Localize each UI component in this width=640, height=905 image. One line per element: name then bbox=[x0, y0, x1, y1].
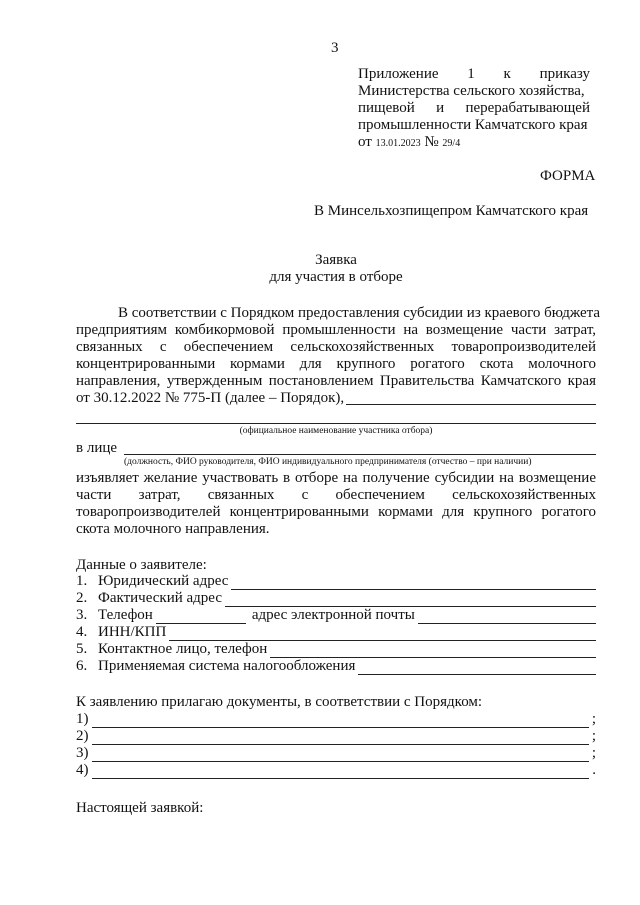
appendix-line-4: промышленности Камчатского края bbox=[358, 117, 588, 133]
document-row bbox=[76, 728, 596, 745]
applicant-item-actual-address bbox=[76, 590, 596, 607]
tax-system-field[interactable] bbox=[358, 661, 596, 675]
intro-line: концентрированными кормами для крупного рогатого скота молочного bbox=[76, 356, 596, 372]
addressee: В Минсельхозпищепром Камчатского края bbox=[314, 203, 589, 219]
in-person-label: в лице bbox=[76, 440, 118, 456]
order-number: 29/4 bbox=[442, 138, 461, 149]
item-label: Фактический адрес bbox=[98, 590, 222, 606]
number-sign: № bbox=[424, 134, 439, 150]
applicant-item-phone bbox=[76, 607, 596, 624]
appendix-word: Приложение bbox=[358, 66, 439, 82]
document-field[interactable] bbox=[92, 748, 589, 762]
applicant-heading: Данные о заявителе: bbox=[76, 557, 207, 573]
item-label: Применяемая система налогообложения bbox=[98, 658, 356, 674]
intro-line: связанных с обеспечением сельскохозяйственных товаропроизводителей bbox=[76, 339, 596, 355]
participant-hint: (официальное наименование участника отбора) bbox=[239, 426, 433, 436]
page-number: 3 bbox=[331, 40, 339, 56]
appendix-word: к bbox=[503, 66, 511, 82]
applicant-item-inn bbox=[76, 624, 596, 641]
document-end: ; bbox=[591, 728, 596, 744]
document-end: . bbox=[592, 762, 596, 778]
document-title: Заявка bbox=[315, 252, 357, 268]
desire-line: изъявляет желание участвовать в отборе на получение субсидии на возмещение bbox=[76, 470, 596, 486]
applicant-item-tax-system bbox=[76, 658, 596, 675]
appendix-word: перерабатывающей bbox=[465, 100, 590, 116]
document-row bbox=[76, 762, 596, 779]
document-end: ; bbox=[591, 711, 596, 727]
document-field[interactable] bbox=[92, 765, 590, 779]
documents-heading: К заявлению прилагаю документы, в соответствии с Порядком: bbox=[76, 694, 483, 710]
appendix-word: приказу bbox=[539, 66, 590, 82]
email-label: адрес электронной почты bbox=[251, 607, 415, 623]
inn-kpp-field[interactable] bbox=[169, 627, 596, 641]
legal-address-field[interactable] bbox=[231, 576, 596, 590]
closing-text: Настоящей заявкой: bbox=[76, 800, 204, 816]
intro-line: направления, утвержденным постановлением Правительства Камчатского края bbox=[76, 373, 596, 389]
document-row bbox=[76, 711, 596, 728]
intro-fill-line[interactable] bbox=[346, 404, 596, 405]
appendix-date-line bbox=[358, 134, 460, 152]
appendix-line-1 bbox=[358, 66, 590, 83]
participant-name-line[interactable] bbox=[76, 423, 596, 424]
document-number: 3) bbox=[76, 745, 89, 761]
item-label: Телефон bbox=[98, 607, 153, 623]
item-number: 1. bbox=[76, 573, 88, 589]
representative-line[interactable] bbox=[124, 454, 596, 455]
intro-line: В соответствии с Порядком предоставления субсидии из краевого бюджета bbox=[118, 305, 601, 321]
date-prefix: от bbox=[358, 134, 372, 150]
desire-line: части затрат, связанных с обеспечением сельскохозяйственных bbox=[76, 487, 596, 503]
applicant-item-contact bbox=[76, 641, 596, 658]
email-field[interactable] bbox=[418, 610, 596, 624]
document-field[interactable] bbox=[92, 731, 589, 745]
desire-line: товаропроизводителей концентрированными кормами для крупного рогатого bbox=[76, 504, 596, 520]
item-number: 5. bbox=[76, 641, 88, 657]
item-label: ИНН/КПП bbox=[98, 624, 167, 640]
order-date: 13.01.2023 bbox=[375, 138, 421, 149]
document-field[interactable] bbox=[92, 714, 589, 728]
intro-line: предприятиям комбикормовой промышленности на возмещение части затрат, bbox=[76, 322, 596, 338]
form-label: ФОРМА bbox=[540, 168, 596, 184]
intro-line: от 30.12.2022 № 775-П (далее – Порядок), bbox=[76, 390, 345, 406]
document-number: 2) bbox=[76, 728, 89, 744]
item-number: 6. bbox=[76, 658, 88, 674]
document-row bbox=[76, 745, 596, 762]
appendix-word: и bbox=[436, 100, 445, 116]
item-number: 3. bbox=[76, 607, 88, 623]
item-number: 2. bbox=[76, 590, 88, 606]
document-number: 1) bbox=[76, 711, 89, 727]
document-number: 4) bbox=[76, 762, 89, 778]
appendix-word: пищевой bbox=[358, 100, 415, 116]
item-number: 4. bbox=[76, 624, 88, 640]
representative-hint: (должность, ФИО руководителя, ФИО индивидуального предпринимателя (отчество – при наличии) bbox=[124, 457, 532, 467]
appendix-line-3 bbox=[358, 100, 590, 117]
phone-field[interactable] bbox=[156, 610, 246, 624]
item-label: Юридический адрес bbox=[98, 573, 229, 589]
contact-field[interactable] bbox=[270, 644, 596, 658]
appendix-line-2: Министерства сельского хозяйства, bbox=[358, 83, 585, 99]
applicant-item-legal-address bbox=[76, 573, 596, 590]
appendix-word: 1 bbox=[467, 66, 475, 82]
desire-line: скота молочного направления. bbox=[76, 521, 270, 537]
document-subtitle: для участия в отборе bbox=[269, 269, 403, 285]
document-end: ; bbox=[591, 745, 596, 761]
actual-address-field[interactable] bbox=[225, 593, 596, 607]
item-label: Контактное лицо, телефон bbox=[98, 641, 268, 657]
